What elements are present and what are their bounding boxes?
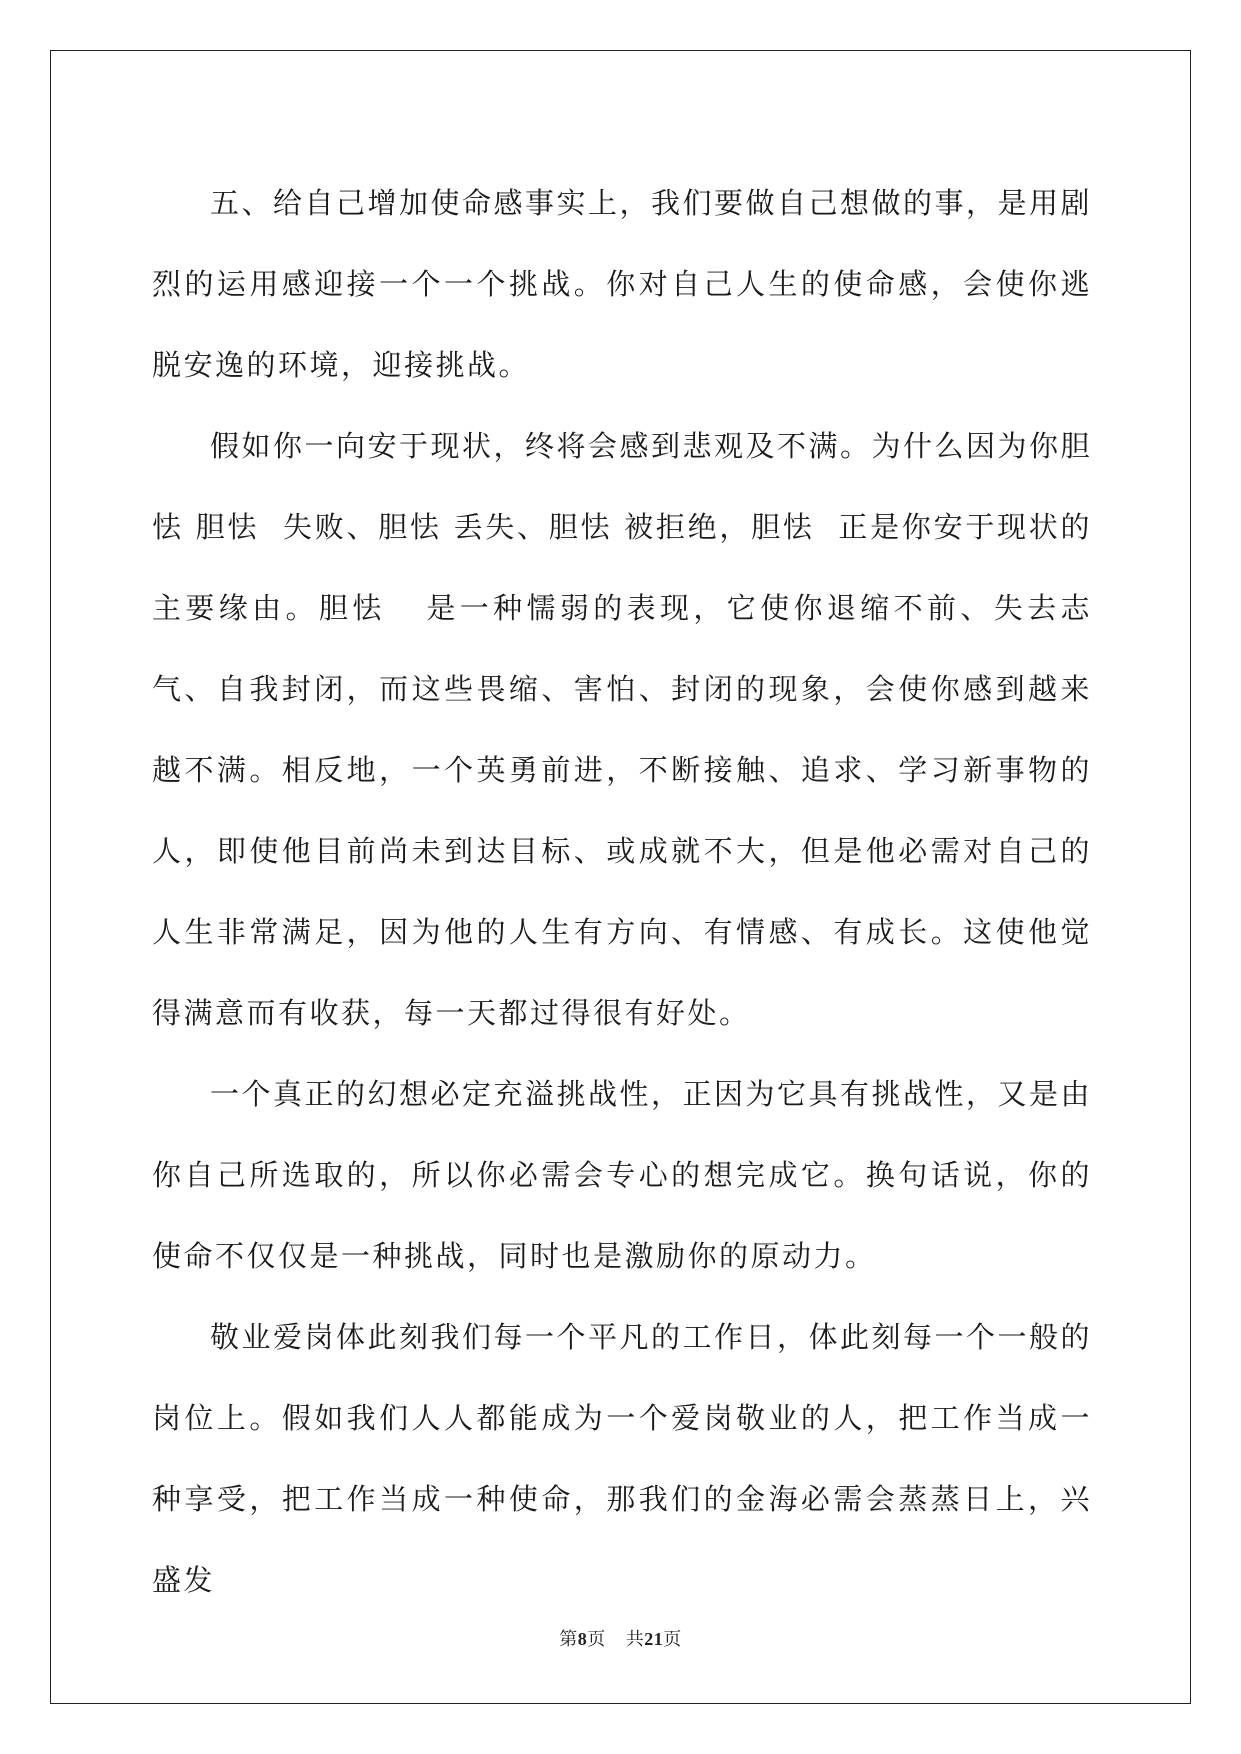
paragraph-2: 假如你一向安于现状，终将会感到悲观及不满。为什么因为你胆怯 胆怯 失败、胆怯 丢失、胆怯 被拒绝，胆怯 正是你安于现状的主要缘由。胆怯 是一种懦弱的表现，它使你退缩不前、失去志气、自我封闭，而这些畏缩、害怕、封闭的现象，会使你感到越来越不满。相反地，一个英勇前进，不断接触、追求、学习新事物的人，即使他目前尚未到达目标、或成就不大，但是他必需对自己的人生非常满足，因为他的人生有方向、有情感、有成长。这使他觉得满意而有收获，每一天都过得很有好处。: [152, 429, 1093, 1030]
footer-prefix: 第: [559, 1629, 578, 1649]
document-body: [152, 163, 1092, 1621]
page-footer: [0, 1625, 1241, 1651]
footer-total-suffix: 页: [663, 1629, 682, 1649]
footer-total-pages: 21: [644, 1629, 664, 1649]
footer-total-prefix: 共: [625, 1629, 645, 1649]
paragraph-4: 敬业爱岗体此刻我们每一个平凡的工作日，体此刻每一个一般的岗位上。假如我们人人都能成为一个爱岗敬业的人，把工作当成一种享受，把工作当成一种使命，那我们的金海必需会蒸蒸日上，兴盛发: [152, 1320, 1093, 1597]
footer-page-suffix: 页: [587, 1629, 606, 1649]
footer-page-number: 8: [577, 1629, 588, 1649]
paragraph-1: 五、给自己增加使命感事实上，我们要做自己想做的事，是用剧烈的运用感迎接一个一个挑战。你对自己人生的使命感，会使你逃脱安逸的环境，迎接挑战。: [152, 186, 1093, 382]
paragraph-3: 一个真正的幻想必定充溢挑战性，正因为它具有挑战性，又是由你自己所选取的，所以你必需会专心的想完成它。换句话说，你的使命不仅仅是一种挑战，同时也是激励你的原动力。: [152, 1077, 1093, 1273]
